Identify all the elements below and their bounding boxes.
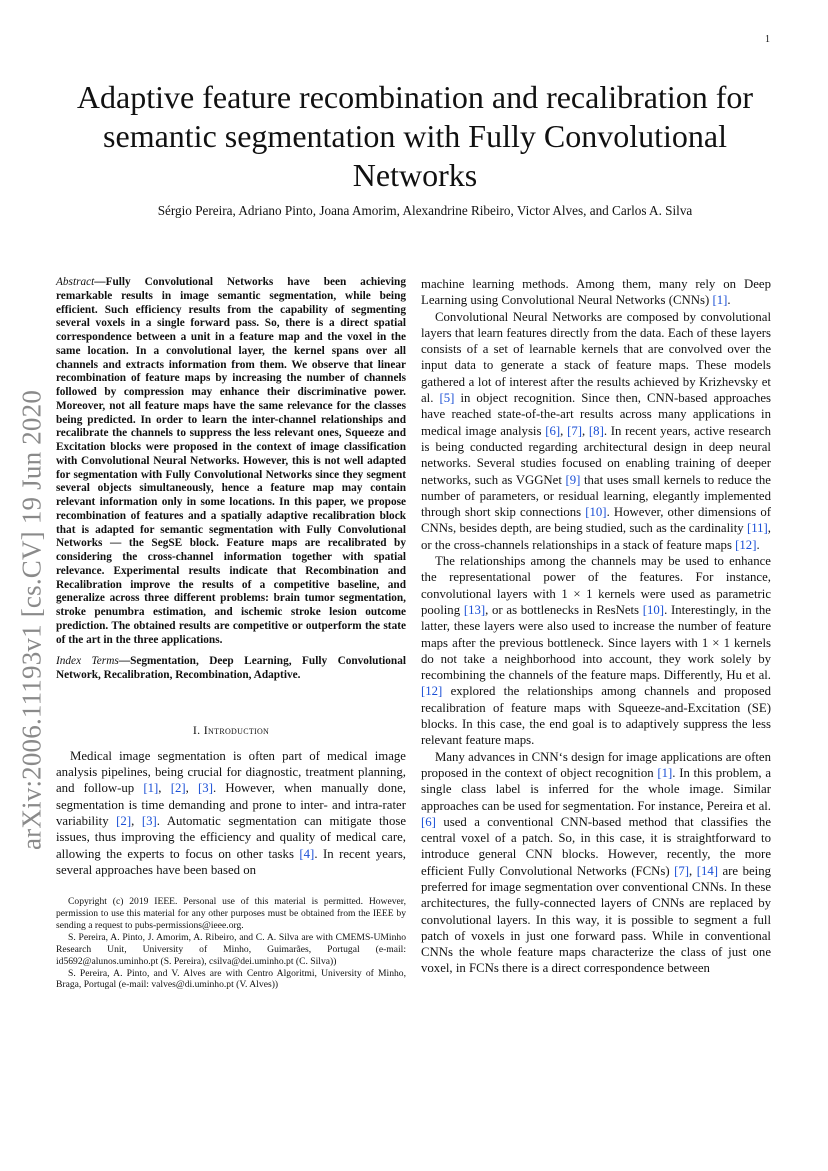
citation-link[interactable]: [12] — [735, 537, 757, 552]
citation-link[interactable]: [1] — [657, 765, 673, 780]
paragraph-text: , or as bottlenecks in ResNets — [485, 602, 643, 617]
citation-link[interactable]: [1] — [712, 293, 728, 308]
footnotes — [56, 896, 406, 991]
citation-link[interactable]: [8] — [588, 423, 604, 438]
paragraph-text: . However, other dimensions of CNNs, besides depth, are being studied, such as the cardinality — [421, 505, 771, 536]
abstract-lead: Abstract — [56, 276, 95, 288]
right-column — [421, 276, 771, 977]
body-paragraph — [421, 276, 771, 309]
paragraph-text: machine learning methods. Among them, many rely on Deep Learning using Convolutional Neural Networks (CNNs) — [421, 277, 771, 308]
citation-link[interactable]: [10] — [585, 505, 607, 520]
left-column — [56, 276, 406, 991]
abstract — [56, 276, 406, 647]
paragraph-text: , or the cross-channels relationships in a stack of feature maps — [421, 521, 771, 552]
paragraph-text: . In recent years, active research is being conducted regarding architectural design in deep neural networks. Several studies focused on enabling training of deeper networks, such as VGGNet — [421, 423, 771, 487]
paper-title: Adaptive feature recombination and recalibration for semantic segmentation with Fully Convolutional Networks — [76, 79, 754, 193]
citation-link[interactable]: [9] — [565, 472, 581, 487]
citation-link[interactable]: [7] — [674, 863, 690, 878]
citation-link[interactable]: [13] — [463, 602, 486, 617]
citation-link[interactable]: [6] — [545, 423, 561, 438]
paragraph-text: . In recent years, several approaches have been based on — [56, 846, 406, 877]
citation-link[interactable]: [11] — [746, 521, 768, 536]
footnote: S. Pereira, A. Pinto, J. Amorim, A. Ribeiro, and C. A. Silva are with CMEMS-UMinho Research Unit, University of Minho, Guimarães, Portugal (e-mail: id5692@alunos.uminho.pt (S. Pereira), csilva@dei.uminho.pt (C. Silva)) — [56, 931, 406, 967]
paragraph-text: Medical image segmentation is often part of medical image analysis pipelines, being crucial for diagnostic, treatment planning, and follow-up — [56, 748, 406, 796]
author-list: Sérgio Pereira, Adriano Pinto, Joana Amorim, Alexandrine Ribeiro, Victor Alves, and Carlos A. Silva — [157, 203, 693, 218]
paragraph-text: that uses small kernels to reduce the number of parameters, or residual learning, elegantly implemented through short skip connections — [421, 472, 771, 520]
paragraph-text: . Automatic segmentation can mitigate those issues, thus improving the efficiency and quality of medical care, allowing the experts to focus on other tasks — [56, 813, 406, 861]
paragraph-text: , — [689, 863, 697, 878]
arxiv-identifier-stamp — [18, 365, 46, 875]
paragraph-text: , — [560, 423, 568, 438]
index-terms-text: —Segmentation, Deep Learning, Fully Convolutional Network, Recalibration, Recombination, Adaptive. — [56, 655, 406, 681]
index-terms — [56, 655, 406, 683]
citation-link[interactable]: [2] — [170, 781, 186, 796]
citation-link[interactable]: [12] — [421, 684, 443, 699]
paragraph-text: , — [185, 781, 199, 796]
index-terms-lead: Index Terms — [56, 655, 119, 668]
paragraph-text: Convolutional Neural Networks are composed by convolutional layers that learn features directly from the data. Each of these layers consists of a set of learnable kernels that are convolved over the input data to generate a stack of feature maps. These models gathered a lot of interest after the results achieved by Krizhevsky et al. — [421, 309, 771, 406]
paragraph-text: . — [756, 537, 760, 552]
citation-link[interactable]: [5] — [439, 391, 455, 406]
section-title: Introduction — [203, 722, 270, 737]
abstract-text: —Fully Convolutional Networks have been achieving remarkable results in image semantic segmentation, while being efficient. Such efficiency results from the capability of segmenting several voxels in a single forward pass. So, there is a direct spatial correspondence between a unit in a feature map and the voxel in the same location. In a convolutional layer, the kernel spans over all channels and extracts information from them. We observe that linear recombination of feature maps by increasing the number of channels followed by compression may enhance their discriminative power. Moreover, not all feature maps have the same relevance for the classes being predicted. In order to learn the inter-channel relationships and recalibrate the channels to suppress the less relevant ones, Squeeze and Excitation blocks were proposed in the context of image classification with Convolutional Neural Networks. However, this is not well adapted for segmentation with Fully Convolutional Networks since they segment several objects simultaneously, hence a feature map may contain relevant information only in some locations. In this paper, we propose recombination of features and a spatially adaptive recalibration block that is adapted for semantic segmentation with Fully Convolutional Networks — the SegSE block. Feature maps are recalibrated by considering the cross-channel information together with spatial relevance. Experimental results indicate that Recombination and Recalibration improve the results of a competitive baseline, and generalize across three different problems: brain tumor segmentation, stroke penumbra estimation, and ischemic stroke lesion outcome prediction. The obtained results are competitive or outperform the state of the art in the three applications. — [56, 276, 406, 646]
citation-link[interactable]: [10] — [642, 602, 665, 617]
body-paragraph — [421, 309, 771, 553]
section-heading-introduction — [56, 723, 406, 738]
page-number: 1 — [765, 34, 770, 45]
section-number: I. — [192, 722, 201, 737]
citation-link[interactable]: [6] — [421, 814, 436, 829]
paragraph-text: are being preferred for image segmentation over conventional CNNs. In these architectures, the fully-connected layers of CNNs are replaced by convolutional layers. In this way, it is possible to segment a full patch of voxels in just one forward pass. While in conventional CNNs the whole feature maps characterize the class of just one voxel, in FCNs there is a direct correspondence between — [421, 863, 772, 976]
paragraph-text: , — [158, 781, 171, 796]
body-paragraph — [421, 553, 771, 749]
footnote: S. Pereira, A. Pinto, and V. Alves are with Centro Algoritmi, University of Minho, Braga, Portugal (e-mail: valves@di.uminho.pt (V. Alves)) — [56, 967, 406, 991]
citation-link[interactable]: [14] — [696, 863, 719, 878]
paragraph-text: explored the relationships among channels and proposed recalibration of feature maps with Squeeze-and-Excitation (SE) blocks. In this case, the end goal is to adaptively suppress the less relevant feature maps. — [421, 684, 771, 748]
paragraph-text: , — [131, 813, 142, 828]
citation-link[interactable]: [3] — [141, 813, 157, 828]
intro-paragraph — [56, 748, 406, 878]
paragraph-text: Many advances in CNN‘s design for image applications are often proposed in the context of object recognition — [421, 749, 771, 780]
paragraph-text: in object recognition. Since then, CNN-based approaches have reached state-of-the-art results across many applications in medical image analysis — [421, 391, 771, 438]
paragraph-text: . Interestingly, in the latter, these layers were also used to increase the number of feature maps after the previous bottleneck. Since layers with 1 × 1 kernels do not take a neighborhood into account, they work solely by recombining the channels of the feature maps. Differently, Hu et al. — [421, 602, 771, 683]
citation-link[interactable]: [2] — [116, 813, 132, 828]
paragraph-text: The relationships among the channels may be used to enhance the representational power of the features. For instance, convolutional layers with 1 × 1 kernels were used as parametric pooling — [421, 554, 771, 617]
citation-link[interactable]: [1] — [143, 781, 159, 796]
paragraph-text: . However, when manually done, segmentation is time demanding and prone to inter- and intra-rater variability — [56, 781, 406, 828]
paragraph-text: , — [581, 423, 589, 438]
paragraph-text: . — [727, 293, 731, 308]
arxiv-identifier-text: arXiv:2006.11193v1 [cs.CV] 19 Jun 2020 — [16, 389, 47, 851]
paragraph-text: used a conventional CNN-based method that classifies the central voxel of a patch. So, in this case, it is straightforward to introduce general CNN blocks. However, recently, the more efficient Fully Convolutional Networks (FCNs) — [421, 814, 771, 878]
body-paragraph — [421, 749, 771, 977]
citation-link[interactable]: [3] — [198, 781, 213, 796]
footnote: Copyright (c) 2019 IEEE. Personal use of this material is permitted. However, permission to use this material for any other purposes must be obtained from the IEEE by sending a request to pubs-permissions@ieee.org. — [56, 896, 406, 931]
citation-link[interactable]: [7] — [567, 423, 582, 438]
citation-link[interactable]: [4] — [299, 846, 315, 861]
paragraph-text: . In this problem, a single class label is inferred for the whole image. Similar approaches can be used for segmentation. For instance, Pereira et al. — [421, 765, 772, 813]
